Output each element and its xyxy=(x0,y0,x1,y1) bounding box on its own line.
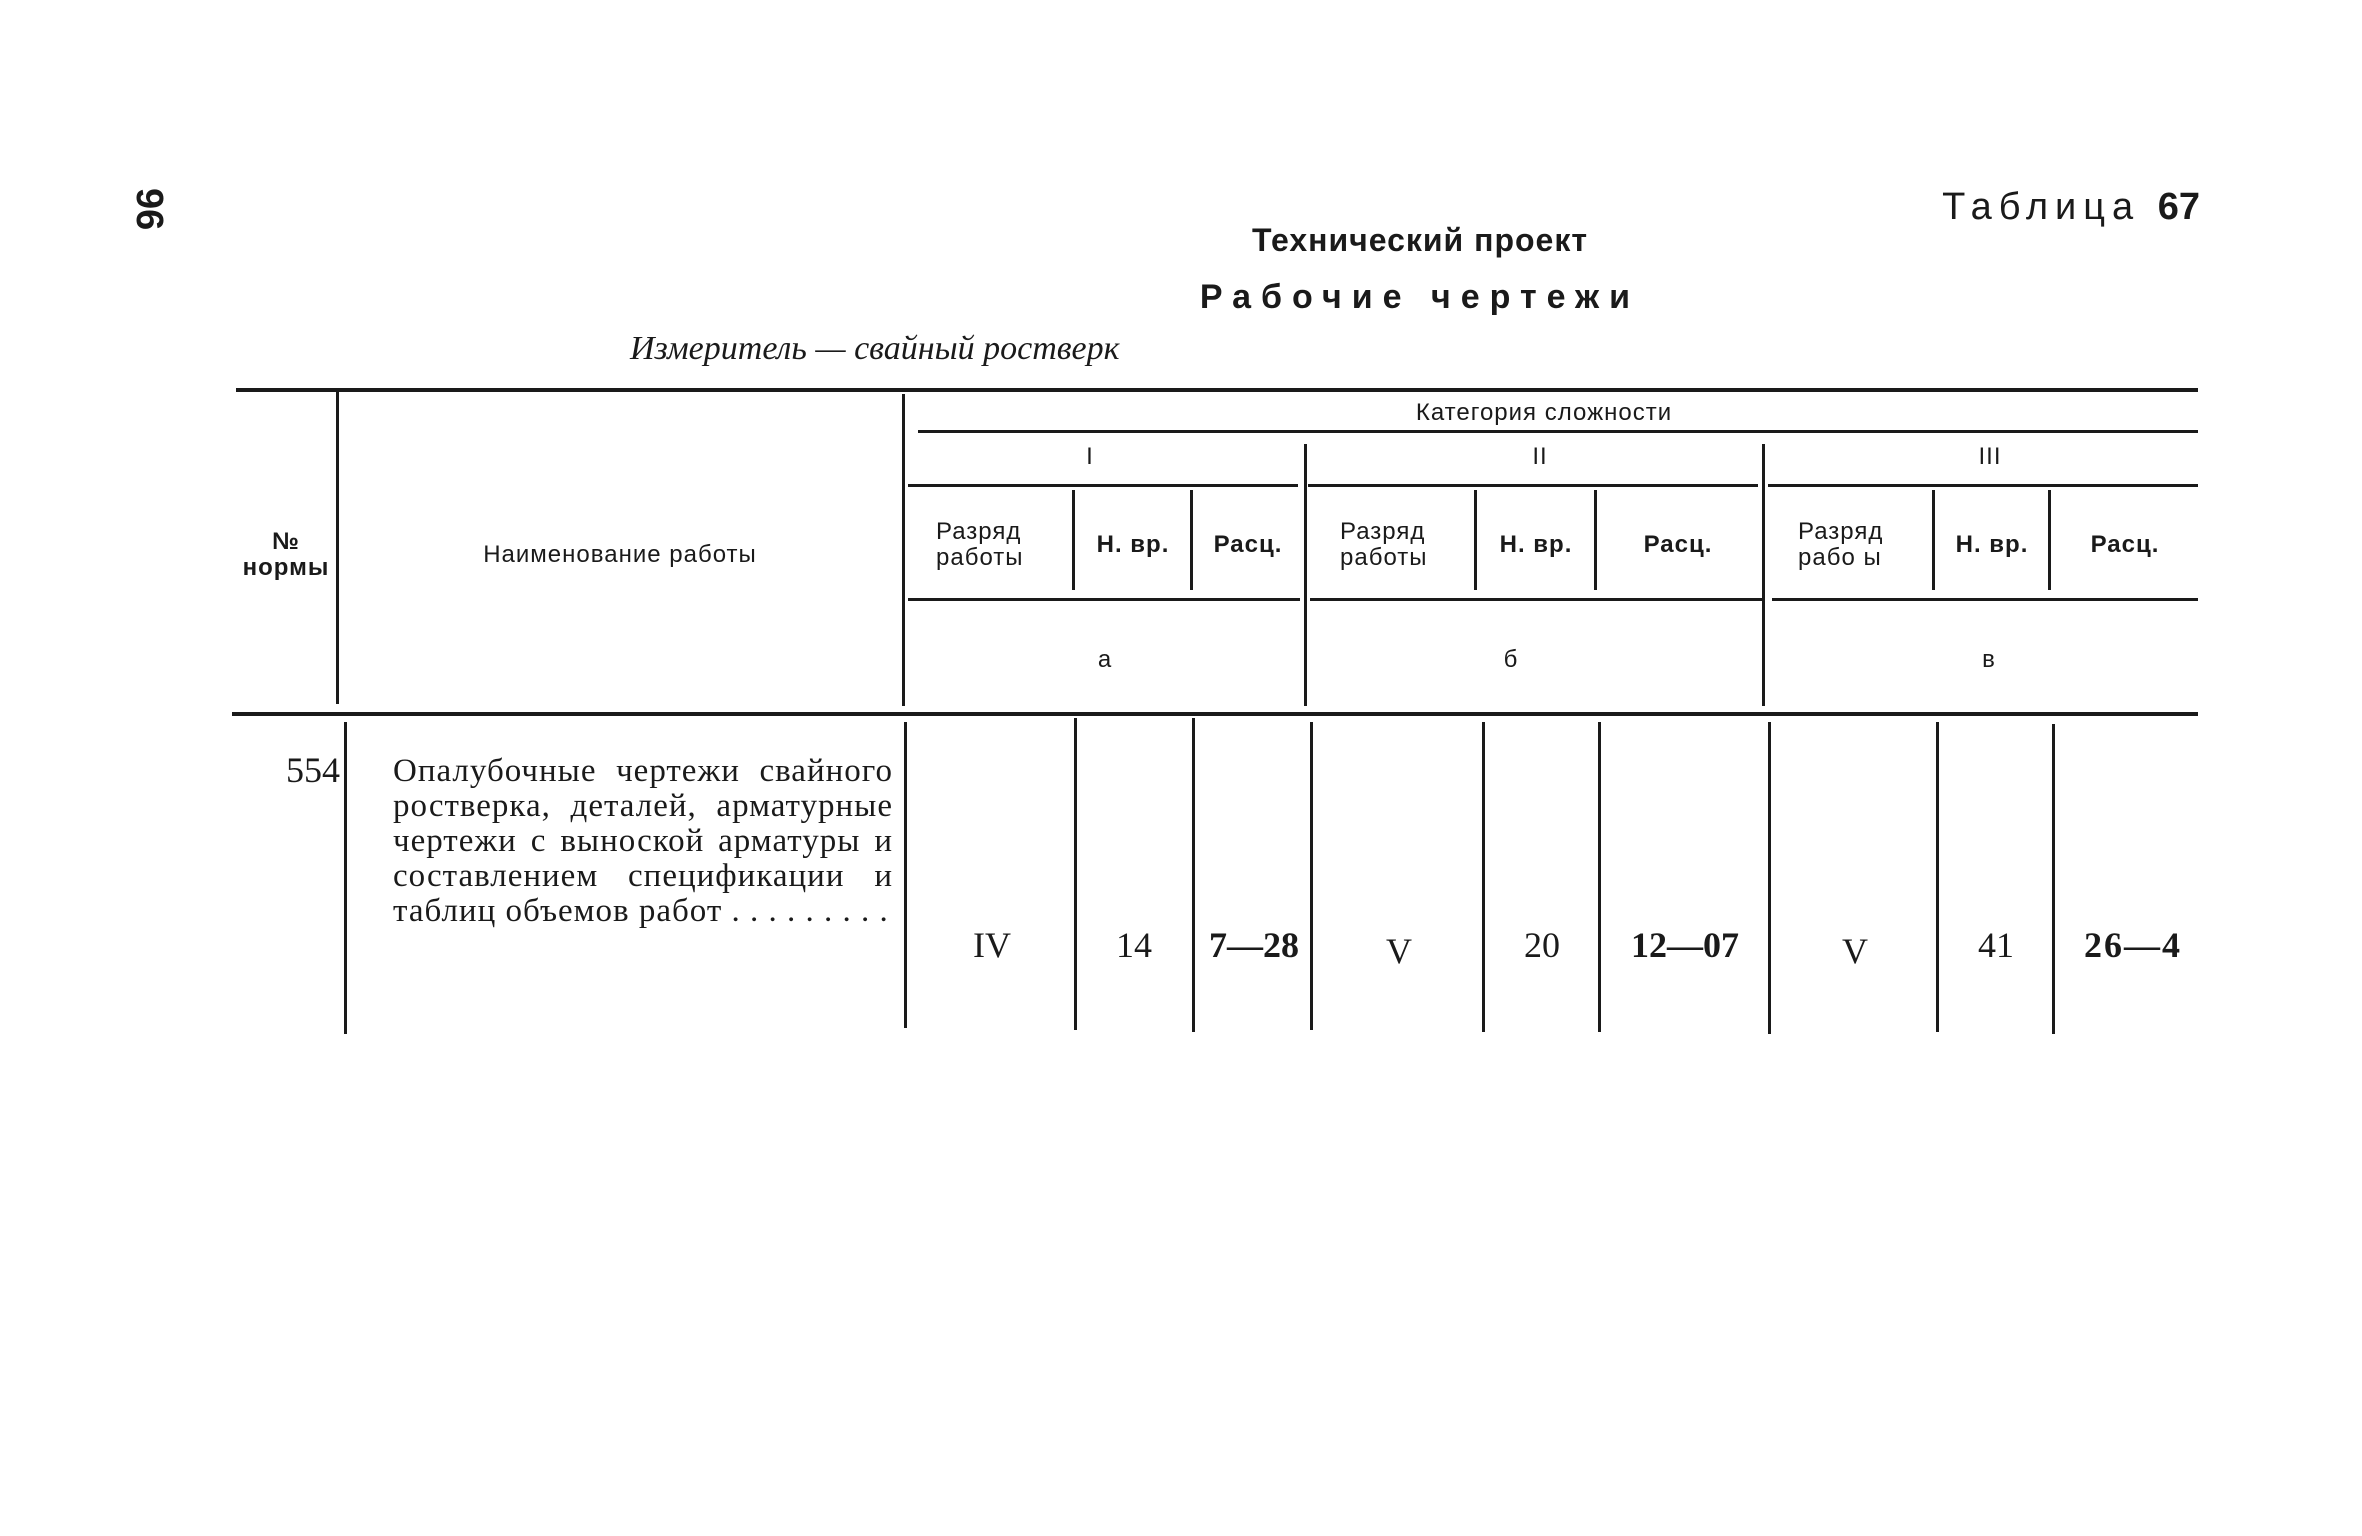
sub-divider-1a xyxy=(1072,490,1075,590)
sub-divider-1a-body xyxy=(1074,718,1077,1030)
sub-divider-2a xyxy=(1474,490,1477,590)
header-cat-3-rank: Разряд рабо ы xyxy=(1798,517,1884,571)
complexity-rule xyxy=(918,430,2198,433)
header-cat-1-letter: а xyxy=(1097,645,1113,673)
header-cat-3-roman: III xyxy=(1978,442,2002,470)
header-cat-2-rank: Разряд работы xyxy=(1340,517,1428,571)
sub-divider-3a-body xyxy=(1936,722,1939,1032)
header-cat-3-norm-time: Н. вр. xyxy=(1955,530,2029,558)
measure-unit: Измеритель — свайный ростверк xyxy=(630,330,1120,367)
cat-divider-2 xyxy=(1762,444,1765,706)
row-work-name: Опалубочные чертежи свайного ростверка, деталей, арматурные чертежи с выноской арматуры и составлением спецификации и таблиц объемов работ . . . . . . . . . xyxy=(393,753,893,929)
header-cat-3-letter: в xyxy=(1982,645,1996,673)
subheader-rule-1 xyxy=(908,484,1298,487)
header-cat-1-roman: I xyxy=(1086,442,1094,470)
row-cat-3-rank: V xyxy=(1842,931,1868,971)
subheader-rule-3 xyxy=(1768,484,2198,487)
table-top-rule xyxy=(236,388,2198,392)
document-title: Технический проект xyxy=(1251,222,1589,258)
row-cat-2-norm-time: 20 xyxy=(1524,925,1560,965)
col-divider-norm xyxy=(336,392,339,704)
header-cat-3-rate: Расц. xyxy=(2090,530,2160,558)
header-complexity: Категория сложности xyxy=(1415,398,1673,426)
row-norm-no: 554 xyxy=(286,750,340,790)
column-rule-1 xyxy=(908,598,1300,601)
row-cat-3-norm-time: 41 xyxy=(1978,925,2014,965)
header-cat-2-roman: II xyxy=(1532,442,1548,470)
sub-divider-1b xyxy=(1190,490,1193,590)
header-work-name: Наименование работы xyxy=(483,540,757,568)
header-cat-2-rate: Расц. xyxy=(1643,530,1713,558)
row-cat-1-rate: 7—28 xyxy=(1209,925,1299,965)
subheader-rule-2 xyxy=(1308,484,1758,487)
row-cat-1-rank: IV xyxy=(973,925,1011,965)
cat-divider-1 xyxy=(1304,444,1307,706)
col-divider-name-body xyxy=(904,722,907,1028)
header-cat-1-rate: Расц. xyxy=(1213,530,1283,558)
table-number: 67 xyxy=(2157,186,2200,228)
page-number: 96 xyxy=(128,188,170,231)
row-cat-3-rate: 26—4 xyxy=(2084,925,2182,965)
col-divider-name xyxy=(902,394,905,706)
sub-divider-3b xyxy=(2048,490,2051,590)
header-cat-1-norm-time: Н. вр. xyxy=(1096,530,1170,558)
header-cat-2-norm-time: Н. вр. xyxy=(1499,530,1573,558)
header-bottom-rule xyxy=(232,712,2198,716)
row-cat-2-rate: 12—07 xyxy=(1631,925,1739,965)
document-subtitle: Рабочие чертежи xyxy=(1199,278,1641,316)
cat-divider-2-body xyxy=(1768,722,1771,1034)
row-cat-1-norm-time: 14 xyxy=(1116,925,1152,965)
cat-divider-1-body xyxy=(1310,722,1313,1030)
header-norm-no: № нормы xyxy=(242,527,330,581)
header-cat-1-rank: Разряд работы xyxy=(936,517,1024,571)
sub-divider-1b-body xyxy=(1192,718,1195,1032)
column-rule-2 xyxy=(1310,598,1762,601)
table-label-text: Таблица xyxy=(1942,186,2141,228)
sub-divider-3b-body xyxy=(2052,724,2055,1034)
row-cat-2-rank: V xyxy=(1386,931,1412,971)
sub-divider-2b xyxy=(1594,490,1597,590)
header-cat-2-letter: б xyxy=(1503,645,1519,673)
sub-divider-2b-body xyxy=(1598,722,1601,1032)
sub-divider-3a xyxy=(1932,490,1935,590)
col-divider-norm-body xyxy=(344,722,347,1034)
sub-divider-2a-body xyxy=(1482,722,1485,1032)
column-rule-3 xyxy=(1772,598,2198,601)
